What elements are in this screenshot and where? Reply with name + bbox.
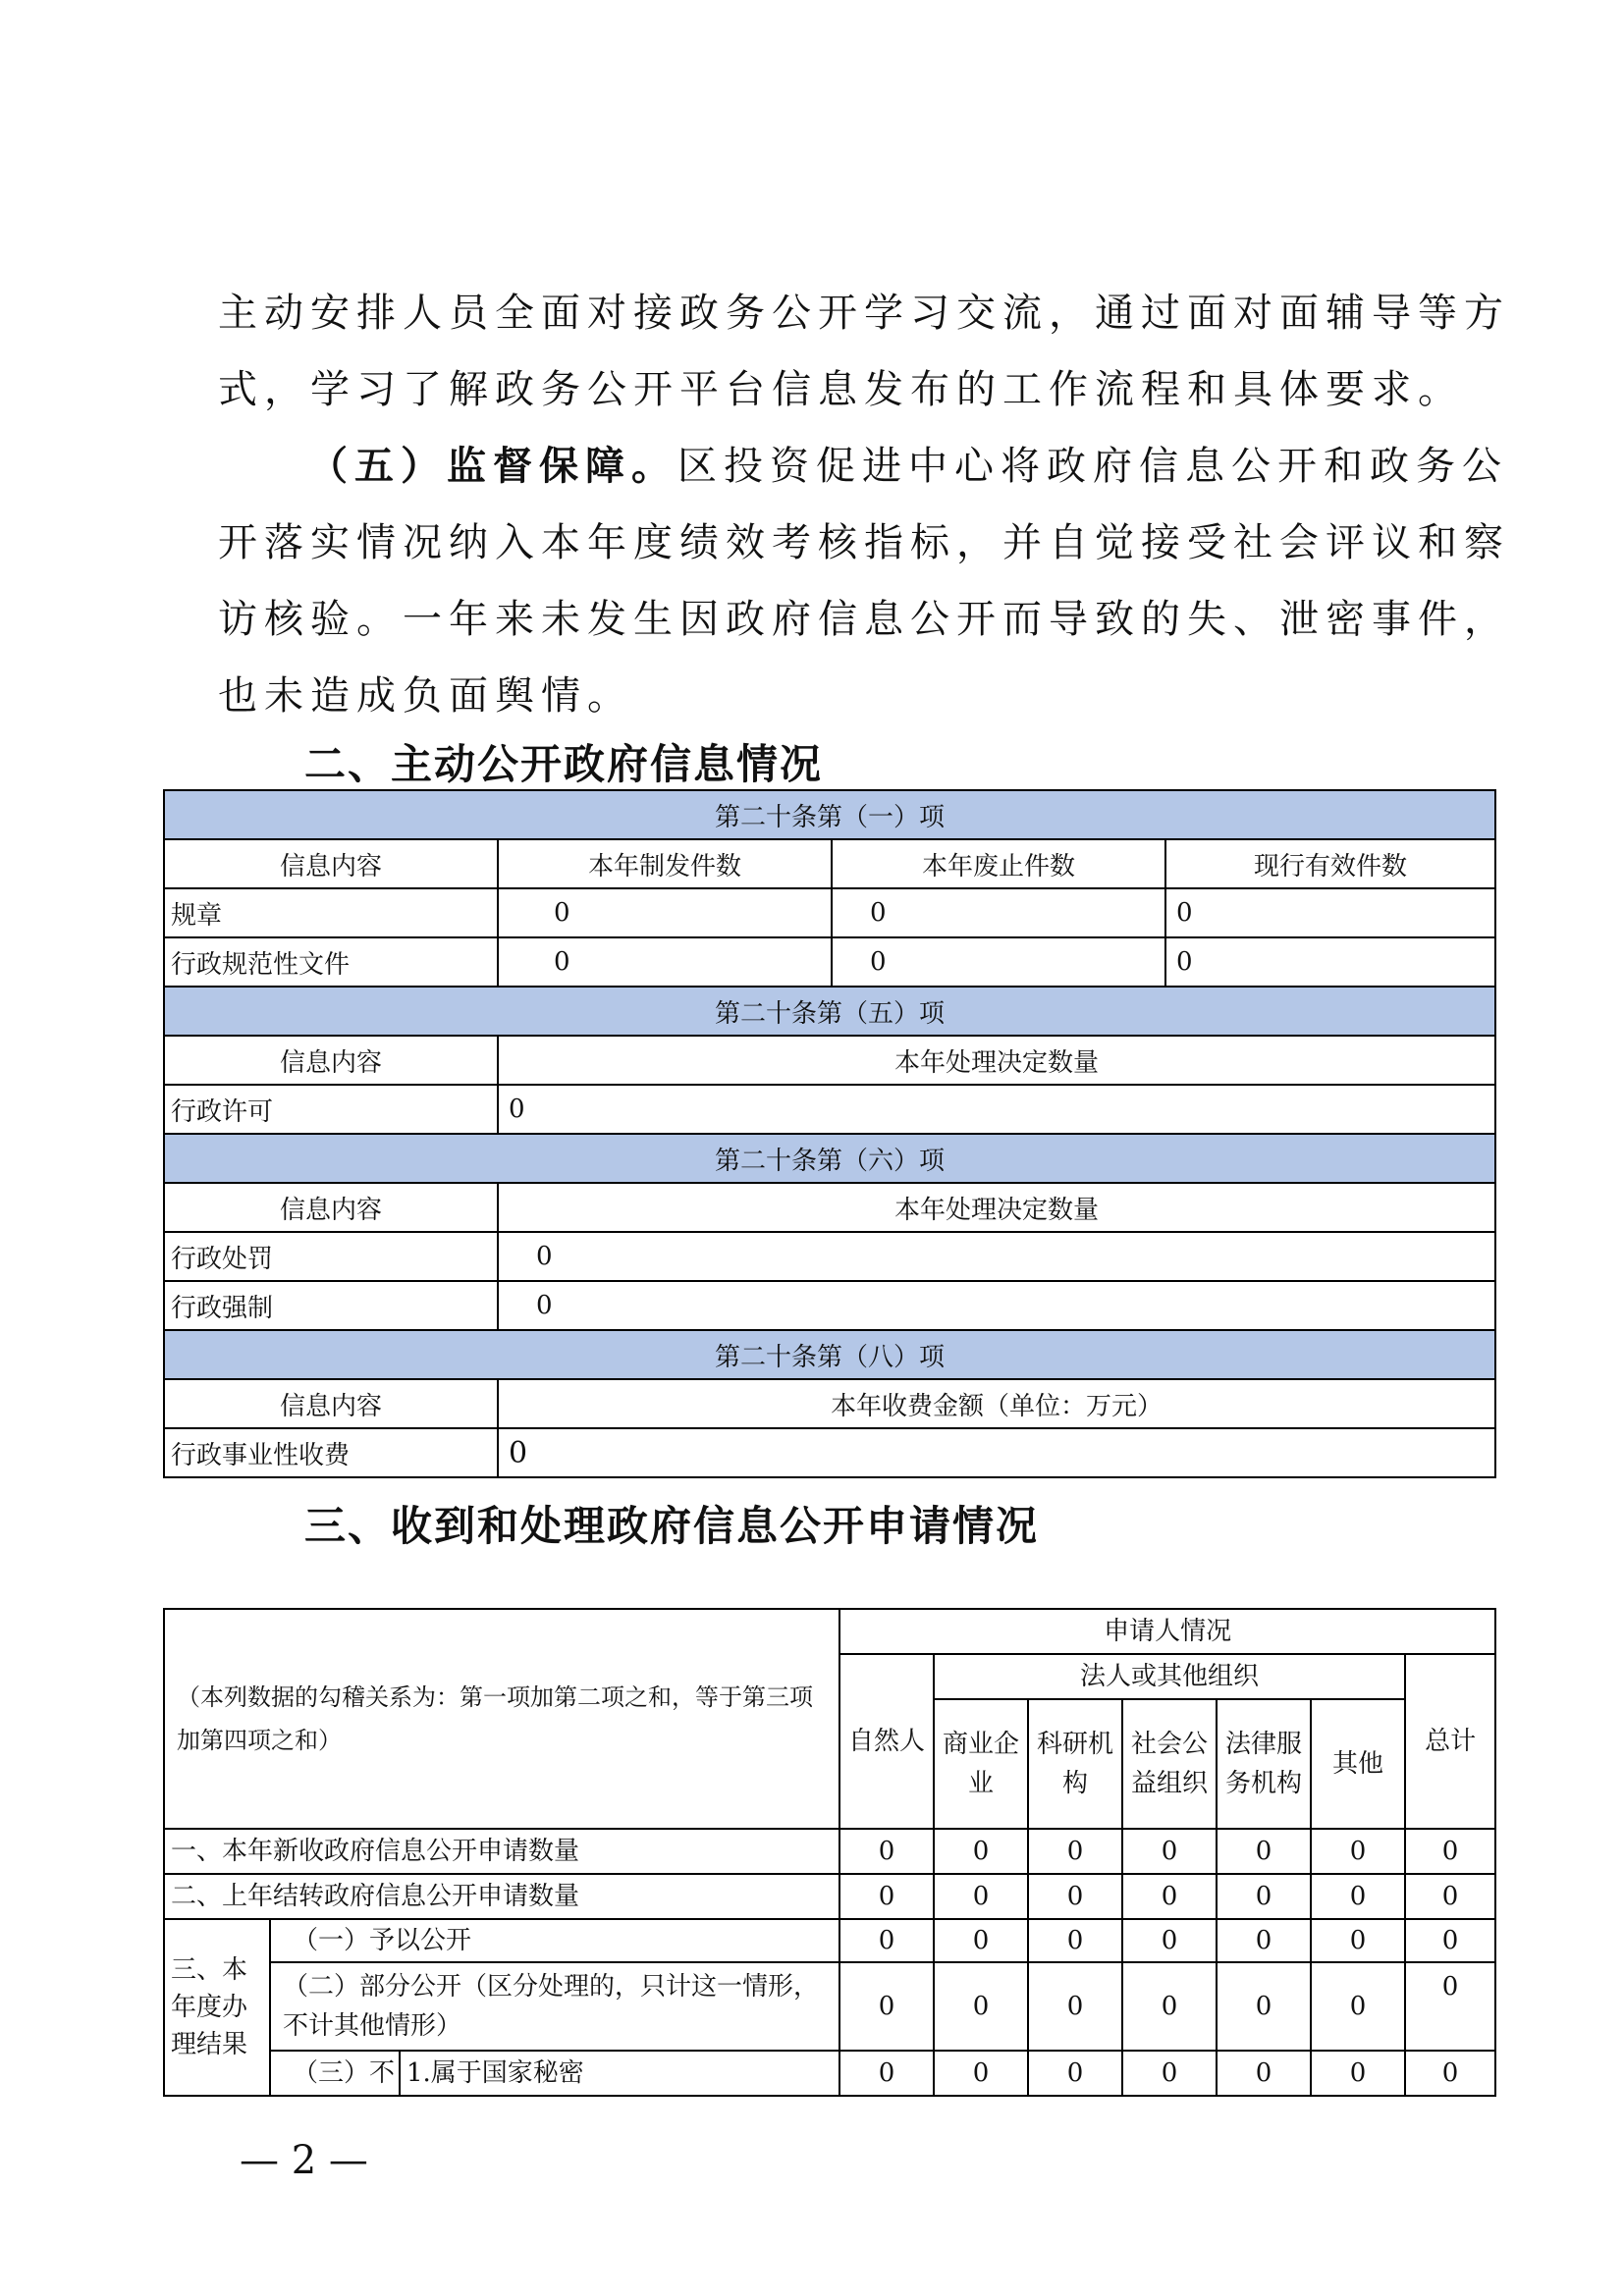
paragraph-2 [218, 428, 1510, 734]
column-header: 信息内容 [164, 1379, 498, 1428]
row-label: （二）部分公开（区分处理的，只计这一情形，不计其他情形） [270, 1962, 839, 2051]
cell-value: 0 [934, 1962, 1028, 2051]
column-header: 申请人情况 [839, 1609, 1495, 1654]
table-row [164, 937, 1495, 987]
cell-value: 0 [1122, 1829, 1217, 1874]
cell-value: 0 [934, 1829, 1028, 1874]
cell-value: 0 [839, 1962, 934, 2051]
cell-value: 0 [1311, 1874, 1405, 1919]
column-header: 科研机构 [1028, 1699, 1122, 1829]
cell-value: 0 [1028, 1919, 1122, 1962]
text-line: 区投资促进中心将政府信息公开和政务公 [677, 444, 1508, 489]
cell-value: 0 [1405, 1874, 1495, 1919]
cell-value: 0 [1217, 2051, 1311, 2096]
column-header: 本年收费金额（单位：万元） [498, 1379, 1495, 1428]
section-heading: 二、主动公开政府信息情况 [304, 740, 824, 788]
column-header: 商业企业 [934, 1699, 1028, 1829]
row-label: 规章 [164, 888, 498, 937]
table-row [164, 2051, 1495, 2096]
cell-value: 0 [1028, 2051, 1122, 2096]
cell-value: 0 [832, 937, 1165, 987]
row-label: （三）不 [270, 2051, 400, 2096]
cell-value: 0 [498, 937, 832, 987]
table-row [164, 1874, 1495, 1919]
cell-value: 0 [1217, 1962, 1311, 2051]
section-row-title: 第二十条第（八）项 [164, 1330, 1495, 1379]
subsection-title: （五）监督保障。 [308, 443, 677, 489]
cell-value: 0 [1122, 2051, 1217, 2096]
cell-value: 0 [1028, 1829, 1122, 1874]
section-row-title: 第二十条第（五）项 [164, 987, 1495, 1036]
table-row [164, 1962, 1495, 2051]
cell-value: 0 [1028, 1874, 1122, 1919]
table-row [164, 1281, 1495, 1330]
row-sublabel: 1.属于国家秘密 [400, 2051, 839, 2096]
column-header: 信息内容 [164, 1183, 498, 1232]
column-header: 信息内容 [164, 1036, 498, 1085]
column-header: 法人或其他组织 [934, 1654, 1405, 1699]
section-row-title: 第二十条第（一）项 [164, 790, 1495, 839]
column-header: 本年制发件数 [498, 839, 832, 888]
text-line: 也未造成负面舆情。 [218, 673, 633, 719]
cell-value: 0 [498, 1428, 1495, 1477]
cell-value: 0 [498, 1232, 1495, 1281]
section-row-title: 第二十条第（六）项 [164, 1134, 1495, 1183]
cell-value: 0 [934, 2051, 1028, 2096]
cell-value: 0 [839, 1874, 934, 1919]
row-label: 行政处罚 [164, 1232, 498, 1281]
row-label: 行政许可 [164, 1085, 498, 1134]
text-line: 式，学习了解政务公开平台信息发布的工作流程和具体要求。 [218, 367, 1464, 412]
text-line: 访核验。一年来未发生因政府信息公开而导致的失、泄密事件， [218, 597, 1510, 642]
cell-value: 0 [1122, 1874, 1217, 1919]
cell-value: 0 [934, 1919, 1028, 1962]
cell-value: 0 [839, 1829, 934, 1874]
cell-value: 0 [839, 2051, 934, 2096]
cell-value: 0 [839, 1919, 934, 1962]
page-number: — 2 — [240, 2138, 368, 2183]
paragraph-1 [218, 275, 1510, 428]
proactive-disclosure-table [163, 789, 1496, 1478]
table-row [164, 1829, 1495, 1874]
row-label: 行政规范性文件 [164, 937, 498, 987]
column-header: 社会公益组织 [1122, 1699, 1217, 1829]
column-header: 其他 [1311, 1699, 1405, 1829]
cell-value: 0 [1217, 1919, 1311, 1962]
cell-value: 0 [1122, 1962, 1217, 2051]
cell-value: 0 [934, 1874, 1028, 1919]
cell-value: 0 [1165, 937, 1495, 987]
cell-value: 0 [1311, 2051, 1405, 2096]
application-handling-table [163, 1608, 1496, 2097]
table-row [164, 1919, 1495, 1962]
table-row [164, 1232, 1495, 1281]
table-row [164, 1085, 1495, 1134]
section-heading: 三、收到和处理政府信息公开申请情况 [304, 1502, 1040, 1550]
cell-value: 0 [1405, 1919, 1495, 1962]
column-header: 法律服务机构 [1217, 1699, 1311, 1829]
cell-value: 0 [498, 888, 832, 937]
cell-value: 0 [1405, 1962, 1495, 2051]
column-header: 本年处理决定数量 [498, 1183, 1495, 1232]
table-row [164, 1428, 1495, 1477]
row-label: 行政事业性收费 [164, 1428, 498, 1477]
text-line: 开落实情况纳入本年度绩效考核指标，并自觉接受社会评议和察 [218, 520, 1510, 565]
cell-value: 0 [1028, 1962, 1122, 2051]
row-group-label: 三、本年度办理结果 [164, 1919, 270, 2096]
note-cell: （本列数据的勾稽关系为：第一项加第二项之和，等于第三项加第四项之和） [164, 1609, 839, 1829]
cell-value: 0 [1405, 2051, 1495, 2096]
column-header: 本年处理决定数量 [498, 1036, 1495, 1085]
row-label: （一）予以公开 [270, 1919, 839, 1962]
cell-value: 0 [498, 1281, 1495, 1330]
table-row [164, 888, 1495, 937]
row-label: 行政强制 [164, 1281, 498, 1330]
column-header: 总计 [1405, 1654, 1495, 1829]
column-header: 自然人 [839, 1654, 934, 1829]
cell-value: 0 [1311, 1829, 1405, 1874]
column-header: 信息内容 [164, 839, 498, 888]
cell-value: 0 [1217, 1829, 1311, 1874]
column-header: 本年废止件数 [832, 839, 1165, 888]
row-label: 二、上年结转政府信息公开申请数量 [164, 1874, 839, 1919]
cell-value: 0 [1405, 1829, 1495, 1874]
text-line: 主动安排人员全面对接政务公开学习交流，通过面对面辅导等方 [218, 291, 1510, 336]
cell-value: 0 [1165, 888, 1495, 937]
cell-value: 0 [1311, 1962, 1405, 2051]
cell-value: 0 [498, 1085, 1495, 1134]
cell-value: 0 [1217, 1874, 1311, 1919]
cell-value: 0 [1122, 1919, 1217, 1962]
cell-value: 0 [832, 888, 1165, 937]
row-label: 一、本年新收政府信息公开申请数量 [164, 1829, 839, 1874]
cell-value: 0 [1311, 1919, 1405, 1962]
column-header: 现行有效件数 [1165, 839, 1495, 888]
